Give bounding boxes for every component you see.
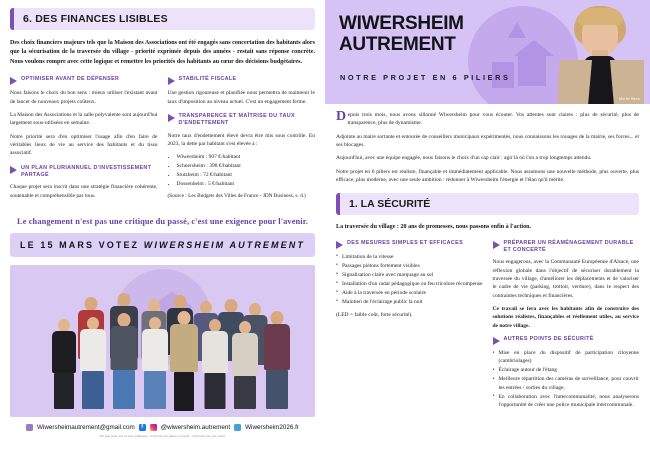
subsection-autres-points [493,336,640,345]
list-item: • Passages piétons fortement visibles [336,262,483,270]
title-line-1: WIWERSHEIM [339,13,464,34]
person-head [117,313,130,327]
section-lead-text: La traversée du village : 20 ans de promesses, nous passons enfin à l'action. [336,223,532,230]
list-item: • Maintien de l'éclairage public la nuit [336,298,483,306]
subsection-paragraph: Une gestion rigoureuse et planifiée nous permettra de maintenir le taux d'imposition au niveau actuel. C'est un engagement ferme. [167,90,315,105]
facebook-icon[interactable]: f [139,424,146,431]
person-torso [170,324,198,372]
subsection-heading: OPTIMISER AVANT DE DÉPENSER [21,76,120,83]
data-source-note: (Source : Les Budgets des Villes de France - JDN Business, s. d.) [167,192,306,199]
securite-right-column [493,240,640,415]
person-legs [54,373,74,409]
person-head [174,295,187,309]
subsection-stabilite-fiscale [168,76,316,85]
person-head [118,293,131,307]
subsection-paragraph: Notre priorité sera d'en optimiser l'usage afin d'en faire de véritables lieux de vie au service des habitants et du tissu associatif. [10,133,158,157]
person-legs [82,371,104,409]
list-item: • En collaboration avec l'intercommunalité, nous analyserons l'opportunité de créer une police municipale intercommunale. [493,393,640,410]
person-torso [264,324,290,370]
subsection-paragraph-bold: Ce travail se fera avec les habitants afin de construire des solutions réalistes, finançables et réellement utiles, au service de notre village. [492,306,639,329]
hero-header [325,0,650,104]
team-member [232,321,258,409]
subsection-heading: TRANSPARENCE ET MAÎTRISE DU TAUX D'ENDETTEMENT [178,113,295,127]
person-head [178,311,191,325]
village-house-shape [518,56,546,86]
contact-website[interactable]: Wiwersheim2026.fr [245,424,299,432]
intro-paragraph: Aujourd'hui, avec une équipe engagée, nous faisons le choix d'un cap clair : agir là où l'on a trop longtemps attendu. [336,155,592,162]
hero-subtitle: NOTRE PROJET EN 6 PILIERS [340,73,511,82]
subsection-heading: PRÉPARER UN RÉAMÉNAGEMENT DURABLE ET CONCERTÉ [503,239,634,253]
vote-prefix: LE 15 MARS VOTEZ [20,240,144,251]
debt-per-inhabitant-list [168,153,316,189]
instagram-icon[interactable] [150,424,157,431]
right-page [325,0,650,460]
subsection-paragraph: La Maison des Associations et la salle polyvalente sont aujourd'hui largement sous-utilisées en semaine. [10,112,158,127]
page-title [339,14,464,55]
subsection-paragraph: Notre taux d'endettement élevé devra être mis sous contrôle. En 2023, la dette par habitant s'est élevée à : [167,132,315,147]
contact-bar [10,424,315,431]
person-legs [113,370,135,409]
person-legs [205,373,226,409]
subsection-heading: AUTRES POINTS DE SÉCURITÉ [503,336,594,343]
subsection-heading: UN PLAN PLURIANNUEL D'INVESTISSEMENT PARTAGÉ [21,164,152,179]
section-title-finances: 6. DES FINANCES LISIBLES [10,8,315,30]
list-item: • Limitation de la vitesse [336,253,483,261]
arrow-bullet-icon [336,241,343,249]
portrait-caption: Muriel Beck [619,97,640,101]
list-item: • Installation d'un radar pédagogique ou feu tricolore récompense [336,280,483,288]
person-torso [110,326,137,370]
arrow-bullet-icon [168,77,175,85]
list-item: • Aide à la traversée en période scolaire [336,289,483,297]
team-member [52,319,76,409]
person-head [271,311,284,325]
securite-left-column [336,240,483,415]
portrait-hair-front [578,8,623,25]
person-torso [80,329,106,371]
subsection-mesures-simples [336,240,483,249]
team-member [264,311,290,409]
subsection-optimiser [10,76,158,85]
finances-intro-paragraph: Des choix financiers majeurs tels que la Maison des Associations ont été engagés sans concertation des habitants alors que la sécurisation de la traversée du village - priorité exprimée depuis des années - restait sans réponse concrète. Nous voulons rompre avec cette logique et remettre les priorités des habitants au cœur des décisions budgétaires. [10,40,315,65]
section-title-securite: 1. LA SÉCURITÉ [336,193,639,215]
village-roof-shape [514,40,554,56]
person-torso [202,331,228,373]
securite-columns [336,240,639,415]
person-legs [266,370,288,409]
lighting-note: (LED = faible coût, forte sécurité). [336,312,413,319]
team-group-photo [10,265,315,417]
person-legs [234,376,256,409]
subsection-heading: STABILITÉ FISCALE [178,76,237,83]
list-item: • Dossenheim : 5 €/habitant [177,180,316,189]
list-item: • Mise en place du dispositif de participation citoyenne (cambriolages) [493,349,640,366]
list-item: • Éclairage autour de l'étang [493,366,640,374]
intro-paragraph: Depuis trois mois, nous avons sillonné Wiwersheim pour vous écouter. Vos attentes sont claires : plus de sécurité, plus de transparence, plus de dynamisme. [336,109,639,127]
team-member-lead [170,311,198,411]
arrow-bullet-icon [168,114,175,122]
title-line-2: AUTREMENT [339,33,456,55]
security-measures-list [336,253,483,306]
team-member [80,317,106,409]
person-head [85,297,98,311]
team-member [142,317,168,409]
person-legs [174,372,194,411]
person-torso [142,329,168,371]
subsection-reamenagement [493,240,640,255]
person-head [225,299,238,313]
team-member [202,319,228,409]
globe-icon [234,424,241,431]
list-item: • Signalisation claire avec marquage au sol [336,271,483,279]
arrow-bullet-icon [10,166,17,174]
intro-paragraph: Adjointe au maire sortante et entourée de conseillers municipaux expérimentés, nous connaissons les rouages de la mairie, ses forces... et ses blocages. [336,133,639,149]
list-item: • Schnersheim : 398 €/habitant [177,162,316,171]
candidate-portrait [558,0,644,104]
subsection-paragraph: Nous faisons le choix du bon sens : mieux utiliser l'existant avant de lancer de nouveaux projets coûteux. [10,90,158,105]
other-security-points-list [493,349,640,409]
tagline: Le changement n'est pas une critique du passé, c'est une exigence pour l'avenir. [17,217,308,227]
person-torso [232,333,258,376]
arrow-bullet-icon [493,241,500,249]
contact-email[interactable]: Wiwersheimautrement@gmail.com [36,424,135,432]
list-item: • Stutzheim : 72 €/habitant [177,171,316,180]
finances-left-column [10,76,158,205]
subsection-paragraph: Chaque projet sera inscrit dans une stratégie financière cohérente, soutenable et compréhensible par tous. [10,184,158,199]
vote-call-to-action [10,233,315,257]
person-legs [144,371,166,409]
person-torso [52,331,76,373]
subsection-transparence-endettement [168,113,316,128]
list-item: • Wiwersheim : 907 €/habitant [177,153,316,162]
right-page-body [325,104,650,414]
legal-notice: Ne pas jeter sur la voie publique - Imprimé sur papier recyclé - Imprimé par nos soins [99,434,226,439]
subsection-paragraph: Nous engagerons, avec la Communauté Européenne d'Alsace, une réflexion globale dans l'objectif de sécuriser durablement la traversée du village, d'améliorer les déplacements et de valoriser le cadre de vie (parking, trottoir, verdure), dans le respect des contraintes techniques et financières. [492,259,639,299]
arrow-bullet-icon [493,337,500,345]
list-item: • Meilleure répartition des caméras de surveillance, pour couvrir les entrées / sorties du village. [493,375,640,392]
finances-right-column [168,76,316,205]
contact-social-handle[interactable]: @wiwersheim.autrement [160,424,231,432]
vote-list-name: WIWERSHEIM AUTREMENT [143,240,305,251]
mail-icon [26,424,33,431]
team-member [110,313,137,409]
finances-columns [10,76,315,205]
subsection-heading: DES MESURES SIMPLES ET EFFICACES [347,239,464,246]
subsection-plan-pluriannuel [10,165,158,180]
portrait-jacket-left [558,60,592,104]
intro-paragraph: Notre projet en 6 piliers est réaliste, finançable et immédiatement applicable. Nous assumons une nouvelle méthode, plus ouverte, plus efficace, plus moderne, avec une seule ambition : redonner à Wiwersheim l'énergie et l'élan qu'il mérite. [336,168,639,184]
arrow-bullet-icon [10,77,17,85]
village-tree-shape [508,22,526,38]
